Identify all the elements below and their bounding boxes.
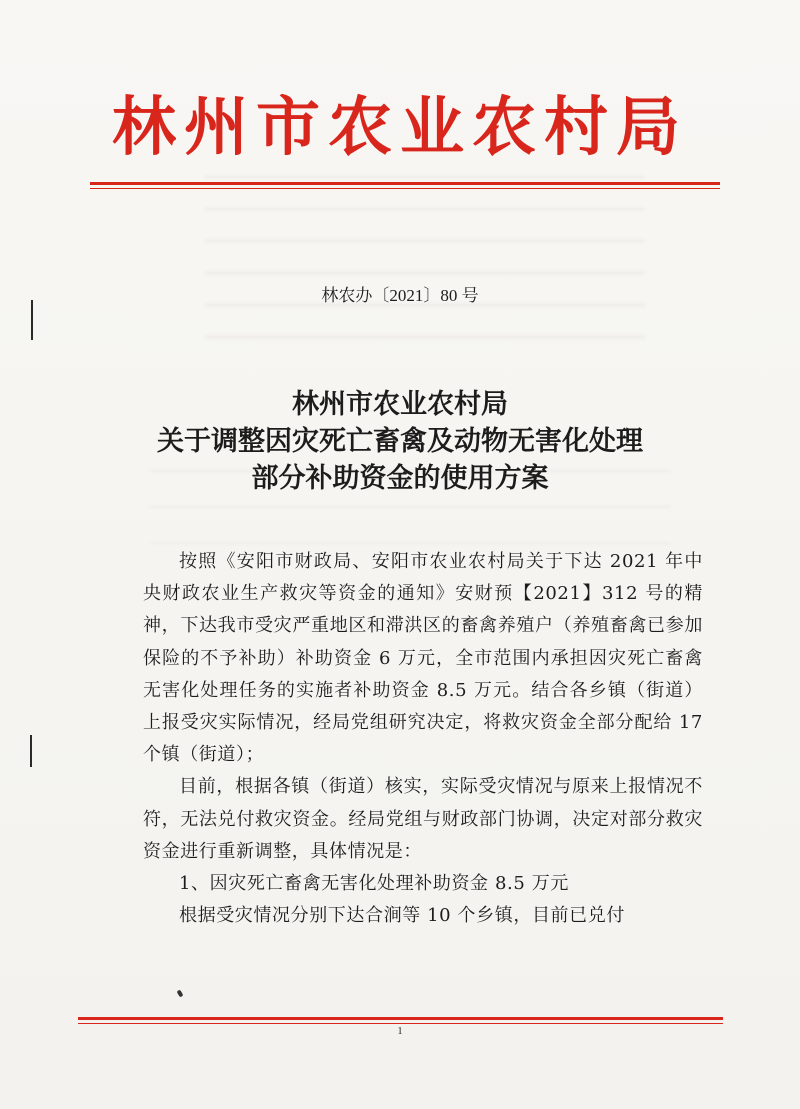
body-paragraph-1: 按照《安阳市财政局、安阳市农业农村局关于下达 2021 年中央财政农业生产救灾等资金的通知》安财预【2021】312 号的精神，下达我市受灾严重地区和滞洪区的畜禽养殖户（养殖畜禽已参加保险的不予补助）补助资金 6 万元，全市范围内承担因灾死亡畜禽无害化处理任务的实施者补助资金 8.5 万元。结合各乡镇（街道）上报受灾实际情况，经局党组研究决定，将救灾资金全部分配给 17 个镇（街道）； (143, 551, 703, 766)
margin-mark-lower (30, 735, 32, 767)
body-paragraph-2: 目前，根据各镇（街道）核实，实际受灾情况与原来上报情况不符，无法兑付救灾资金。经局党组与财政部门协调，决定对部分救灾资金进行重新调整，具体情况是： (143, 776, 703, 862)
document-body (143, 546, 703, 932)
bleed-through-texture (205, 150, 645, 350)
header-red-rule-thick (90, 182, 720, 185)
document-title (0, 386, 800, 497)
red-header-title: 林州市农业农村局 (112, 92, 688, 163)
document-number: 林农办〔2021〕80 号 (321, 286, 479, 305)
footer-red-rule-thick (78, 1017, 723, 1020)
page-number: 1 (397, 1026, 403, 1037)
body-paragraph-4: 根据受灾情况分别下达合涧等 10 个乡镇，目前已兑付 (179, 905, 625, 927)
title-line-2: 关于调整因灾死亡畜禽及动物无害化处理 (157, 426, 643, 457)
header-red-rule-thin (90, 188, 720, 189)
footer-red-rule-thin (78, 1023, 723, 1024)
body-paragraph-3: 1、因灾死亡畜禽无害化处理补助资金 8.5 万元 (179, 873, 569, 895)
title-line-3: 部分补助资金的使用方案 (251, 463, 549, 494)
title-line-1: 林州市农业农村局 (292, 389, 508, 420)
scan-speck (177, 989, 184, 997)
